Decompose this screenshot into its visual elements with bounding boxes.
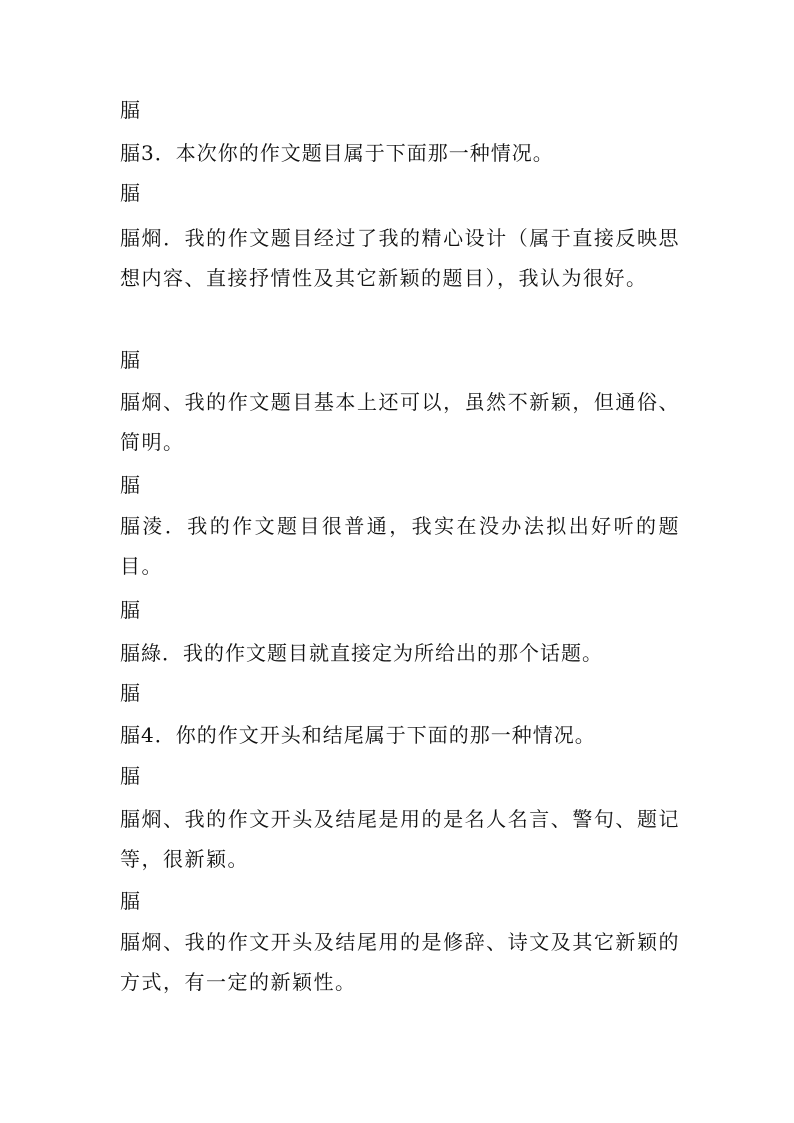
question-3-text: 腷3．本次你的作文题目属于下面那一种情况。 <box>120 141 554 165</box>
blank-line-marker: 腷 <box>120 348 141 372</box>
blank-line-marker: 腷 <box>120 598 141 622</box>
blank-line-marker: 腷 <box>120 98 141 122</box>
option-b-q4: 腷烱、我的作文开头及结尾用的是修辞、诗文及其它新颖的方式，有一定的新颖性。 <box>120 930 680 994</box>
blank-line-marker: 腷 <box>120 473 141 497</box>
option-d-q3: 腷綠．我的作文题目就直接定为所给出的那个话题。 <box>120 641 603 665</box>
blank-line-marker: 腷 <box>120 181 141 205</box>
blank-line-marker: 腷 <box>120 681 141 705</box>
blank-line-marker: 腷 <box>120 764 141 788</box>
question-4-text: 腷4．你的作文开头和结尾属于下面的那一种情况。 <box>120 723 596 747</box>
option-b-q3: 腷烱、我的作文题目基本上还可以，虽然不新颖，但通俗、简明。 <box>120 390 680 454</box>
option-c-q3: 腷淩．我的作文题目很普通，我实在没办法拟出好听的题目。 <box>120 514 680 578</box>
option-a-q4: 腷烱、我的作文开头及结尾是用的是名人名言、警句、题记等，很新颖。 <box>120 807 680 871</box>
blank-line-marker: 腷 <box>120 889 141 913</box>
option-a-q3: 腷烱．我的作文题目经过了我的精心设计（属于直接反映思想内容、直接抒情性及其它新颖的题目），我认为很好。 <box>120 226 680 290</box>
